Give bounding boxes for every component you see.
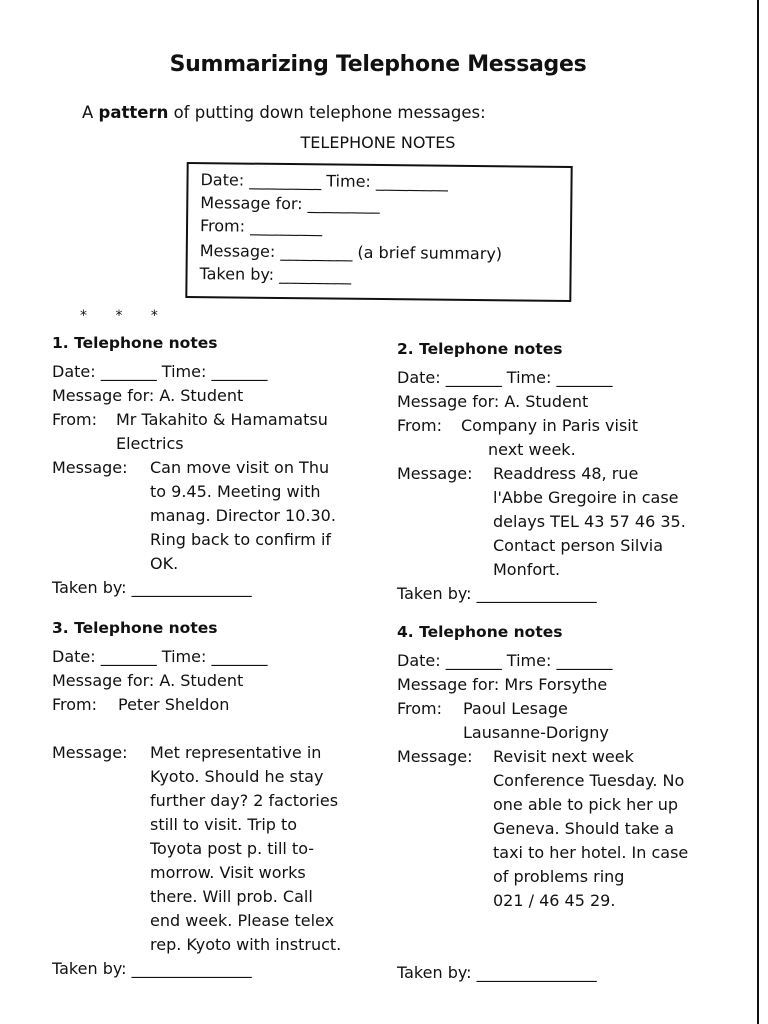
note-from [397,414,717,462]
note-message-label: Message: [52,458,128,477]
note-heading: 1. Telephone notes [52,334,218,352]
note-heading: 3. Telephone notes [52,619,218,637]
note-message-line: still to visit. Trip to [150,815,298,834]
note-message-for: Message for: A. Student [52,386,244,405]
note-from-label: From: [397,699,443,718]
note-message-label: Message: [52,743,128,762]
note-message-line: Geneva. Should take a [493,819,675,838]
note-from-label: From: [397,416,443,435]
telephone-note-3 [52,619,372,981]
note-message-line: Readdress 48, rue [493,464,639,483]
intro-prefix: A [82,103,99,122]
page-edge-rule [757,0,759,1024]
pattern-date-line: Date: _________ Time: _________ [200,170,449,192]
note-message-line: of problems ring [493,867,625,886]
note-heading: 2. Telephone notes [397,340,563,358]
note-from-line: Mr Takahito & Hamamatsu [116,410,328,429]
note-from-line: Electrics [116,434,184,453]
intro-suffix: of putting down telephone messages: [168,103,486,122]
note-message [52,456,372,576]
note-from-label: From: [52,410,98,429]
note-taken-by: Taken by: _______________ [52,578,252,597]
note-message-line: Monfort. [493,560,561,579]
note-date-time: Date: _______ Time: _______ [52,362,268,381]
note-message-for: Message for: A. Student [397,392,589,411]
note-date-time: Date: _______ Time: _______ [397,368,613,387]
note-message-line: Toyota post p. till to- [150,839,315,858]
pattern-taken-by-line: Taken by: _________ [199,264,352,285]
intro-text [82,103,486,122]
note-message-line: delays TEL 43 57 46 35. [493,512,686,531]
note-message-line: to 9.45. Meeting with [150,482,321,501]
note-message-label: Message: [397,747,473,766]
note-message-line: Conference Tuesday. No [493,771,685,790]
note-message-line: 021 / 46 45 29. [493,891,616,910]
note-message-line: morrow. Visit works [150,863,306,882]
telephone-note-2 [397,340,717,606]
note-message-line: Kyoto. Should he stay [150,767,324,786]
intro-bold-word: pattern [98,103,169,122]
note-date-time: Date: _______ Time: _______ [52,647,268,666]
section-separator: * * * [80,308,170,324]
note-from-line: Company in Paris visit [461,416,639,435]
telephone-note-1 [52,334,372,600]
note-message-line: rep. Kyoto with instruct. [150,935,342,954]
note-message-line: manag. Director 10.30. [150,506,336,525]
note-message-label: Message: [397,464,473,483]
note-from [52,693,372,717]
pattern-from-line: From: _________ [199,216,323,237]
note-message-line: there. Will prob. Call [150,887,313,906]
note-message-line: OK. [150,554,179,573]
note-taken-by: Taken by: _______________ [397,584,597,603]
note-date-time: Date: _______ Time: _______ [397,651,613,670]
note-message-line: l'Abbe Gregoire in case [493,488,679,507]
pattern-message-for-line: Message for: _________ [200,193,380,215]
note-message-line: Revisit next week [493,747,634,766]
note-message-line: Ring back to confirm if [150,530,332,549]
note-message-for: Message for: A. Student [52,671,244,690]
note-message-line: taxi to her hotel. In case [493,843,689,862]
page-title: Summarizing Telephone Messages [169,52,587,77]
note-message-line: one able to pick her up [493,795,679,814]
pattern-heading: TELEPHONE NOTES [300,133,456,152]
pattern-box [185,162,572,302]
note-taken-by: Taken by: _______________ [397,963,597,982]
telephone-note-4 [397,623,717,985]
note-heading: 4. Telephone notes [397,623,563,641]
note-from [397,697,717,745]
note-from-line: Paoul Lesage [463,699,568,718]
note-message-line: Can move visit on Thu [150,458,330,477]
note-from-line: next week. [488,440,576,459]
note-message [397,745,717,913]
note-taken-by: Taken by: _______________ [52,959,252,978]
pattern-message-line: Message: _________ (a brief summary) [199,241,503,264]
note-from-label: From: [52,695,98,714]
note-message-line: Contact person Silvia [493,536,664,555]
note-message-line: end week. Please telex [150,911,335,930]
note-from-line: Lausanne-Dorigny [463,723,609,742]
note-message-line: Met representative in [150,743,322,762]
note-message-line: further day? 2 factories [150,791,339,810]
note-message-for: Message for: Mrs Forsythe [397,675,608,694]
note-message [397,462,717,582]
note-message [52,741,372,957]
note-from-line: Peter Sheldon [118,695,230,714]
note-from [52,408,372,456]
